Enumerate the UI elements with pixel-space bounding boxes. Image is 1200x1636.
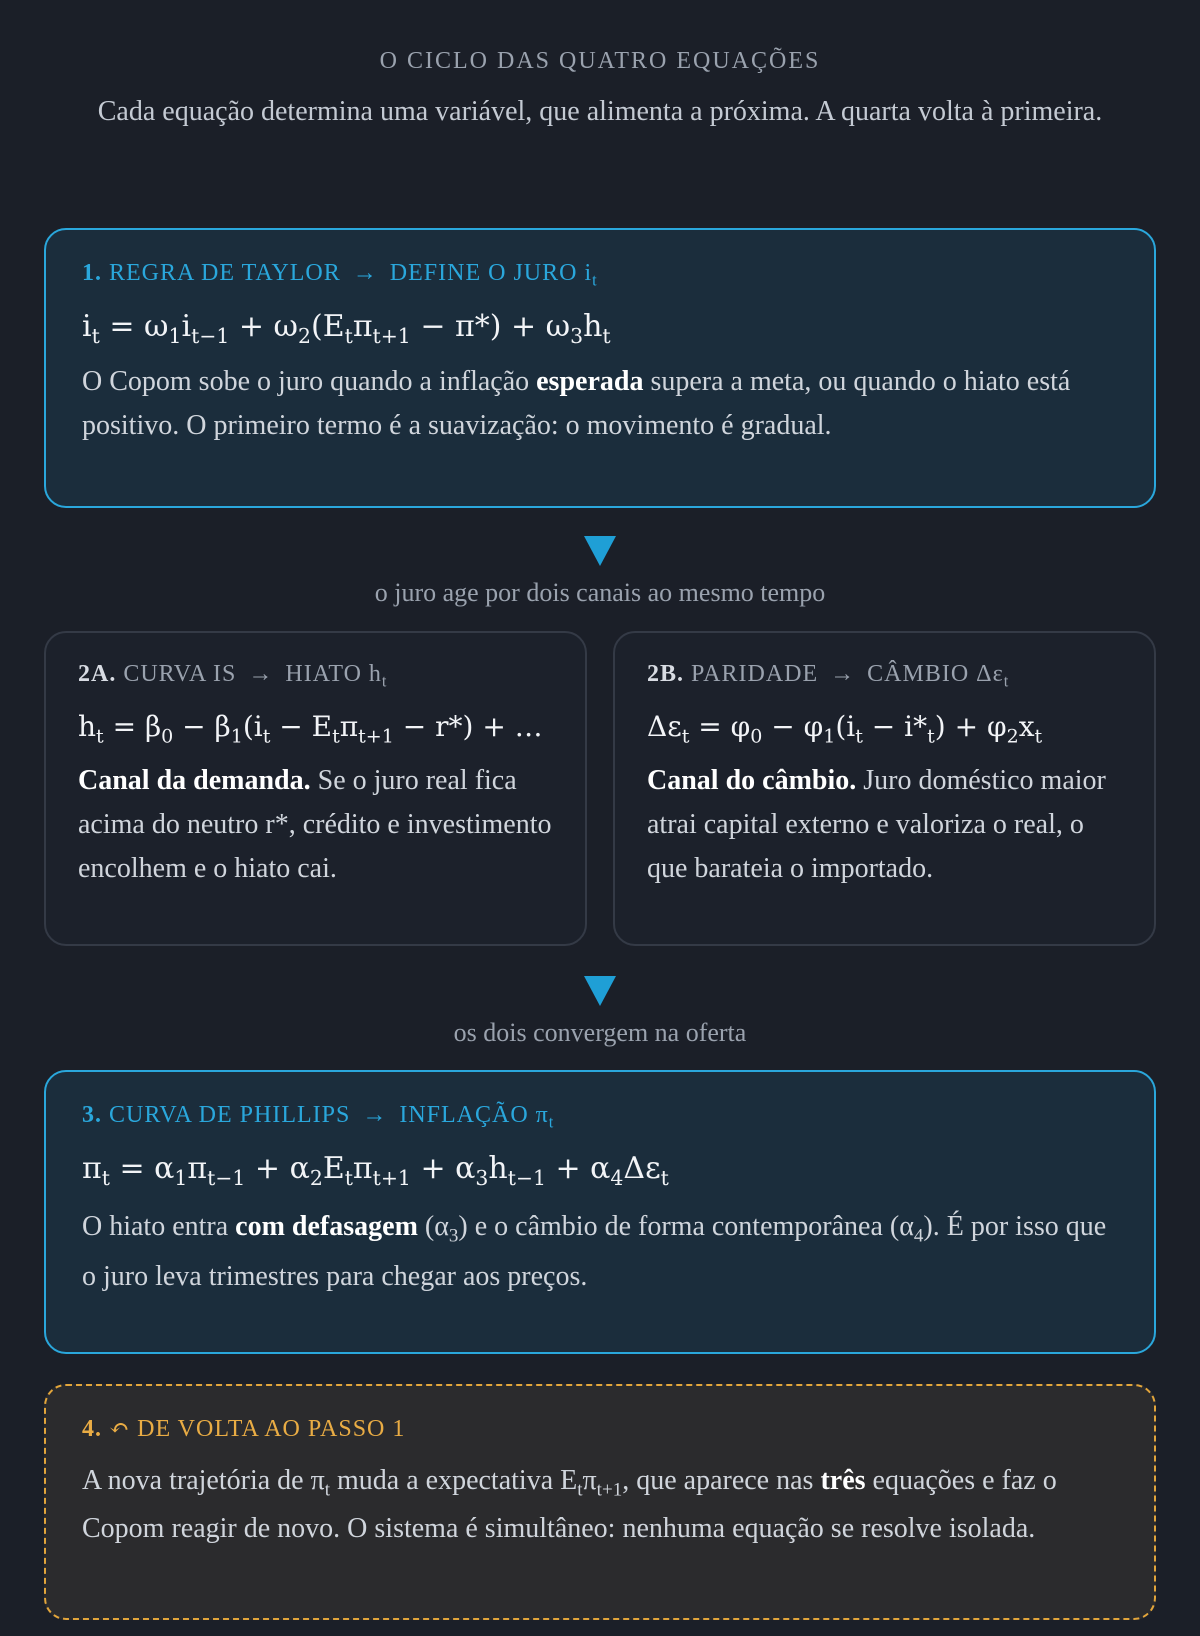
step3-output: INFLAÇÃO π: [399, 1102, 549, 1128]
step4-card: [44, 1384, 1156, 1620]
down-arrow-icon: [584, 536, 616, 566]
step2a-title: 2A. CURVA IS → HIATO $h_t$: [78, 661, 388, 691]
down-arrow-icon: [584, 976, 616, 1006]
step3-title: 3. CURVA DE PHILLIPS → INFLAÇÃO $\pi_t$: [82, 1102, 555, 1132]
phillips-curve-formula: $\pi_t = \alpha_1\pi_{t-1} + \alpha_2E_t\pi_{t+1} + \alpha_3h_{t-1} + \alpha_4\Delta\varepsilon_t$: [82, 1151, 669, 1191]
step2b-description: Canal do câmbio. Juro doméstico maior atrai capital externo e valoriza o real, o que barateia o importado.: [647, 765, 1106, 884]
is-curve-formula: $h_t = \beta_0 - \beta_1(i_t - E_t\pi_{t+1} - r*)$ + …: [78, 710, 543, 748]
step2b-name: PARIDADE: [691, 661, 819, 687]
step2a-name: CURVA IS: [123, 661, 237, 687]
step4-description: A nova trajetória de $\pi_t$ muda a expectativa $E_t\pi_{t+1}$, que aparece nas três equações e faz o Copom reagir de novo. O sistema é simultâneo: nenhuma equação se resolve isolada.: [82, 1465, 1057, 1544]
step2a-arrow-icon: →: [248, 661, 274, 687]
step2a-number: 2A.: [78, 661, 117, 687]
step1-number: 1.: [82, 260, 102, 286]
step4-number: 4.: [82, 1416, 102, 1442]
step3-card: [44, 1070, 1156, 1354]
step1-name: REGRA DE TAYLOR: [109, 260, 341, 286]
diagram-kicker: O CICLO DAS QUATRO EQUAÇÕES: [379, 48, 821, 74]
step2b-arrow-icon: →: [830, 661, 856, 687]
step2b-card: [613, 631, 1156, 946]
step1-output: DEFINE O JURO i: [389, 260, 593, 286]
step2b-title: 2B. PARIDADE → CÂMBIO $\Delta\varepsilon_t$: [647, 661, 1010, 691]
step1-title: 1. REGRA DE TAYLOR → DEFINE O JURO $i_t$: [82, 260, 598, 290]
step3-arrow-icon: →: [362, 1102, 388, 1128]
undo-arrow-icon: ↶: [109, 1416, 131, 1442]
step4-name: DE VOLTA AO PASSO 1: [137, 1416, 406, 1442]
step1-arrow-icon: →: [352, 260, 378, 286]
connector-label-1: o juro age por dois canais ao mesmo tempo: [374, 578, 826, 607]
step2b-number: 2B.: [647, 661, 685, 687]
step2a-card: [44, 631, 587, 946]
connector-label-2: os dois convergem na oferta: [453, 1018, 747, 1047]
step1-description: O Copom sobe o juro quando a inflação esperada supera a meta, ou quando o hiato está positivo. O primeiro termo é a suavização: o movimento é gradual.: [82, 366, 1071, 441]
step3-description: O hiato entra com defasagem $(\alpha_3)$ e o câmbio de forma contemporânea $(\alpha_4)$. É por isso que o juro leva trimestres para chegar aos preços.: [82, 1211, 1107, 1292]
parity-formula: $\Delta\varepsilon_t = \varphi_0 - \varphi_1(i_t - i*_t) + \varphi_2x_t$: [647, 710, 1043, 748]
step3-number: 3.: [82, 1102, 102, 1128]
taylor-rule-formula: $i_t = \omega_1i_{t-1} + \omega_2(E_t\pi_{t+1} - \pi*) + \omega_3h_t$: [82, 309, 611, 349]
step2b-output: CÂMBIO Δε: [867, 661, 1004, 687]
step1-card: [44, 228, 1156, 508]
step2a-description: Canal da demanda. Se o juro real fica acima do neutro r*, crédito e investimento encolhem e o hiato cai.: [78, 765, 552, 884]
step2a-output: HIATO h: [285, 661, 382, 687]
diagram-subtitle: Cada equação determina uma variável, que alimenta a próxima. A quarta volta à primeira.: [97, 96, 1103, 127]
step3-name: CURVA DE PHILLIPS: [109, 1102, 351, 1128]
step4-title: [82, 1414, 1118, 1443]
